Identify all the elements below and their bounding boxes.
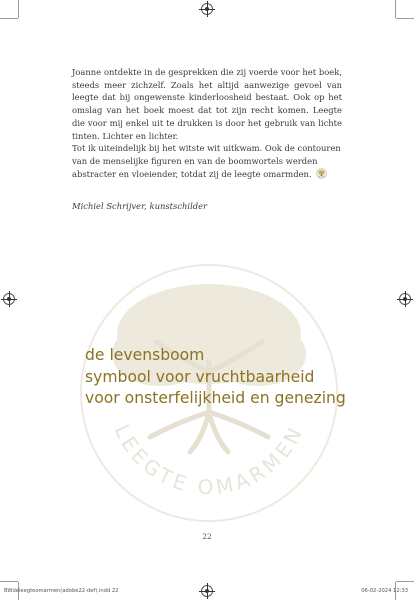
paragraph: Tot ik uiteindelijk bij het witste wit uitkwam. Ook de contouren van de menselijke figuren en van de boomwortels werden abstracter en vloeiender, totdat zij de leegte omarmden. [72, 143, 341, 179]
headings [85, 345, 346, 410]
tree-emblem-icon [316, 168, 327, 179]
slug-file-info: BWdeleegteomarmen(adobe22-def).indd 22 [4, 588, 119, 594]
crop-mark [18, 0, 19, 18]
emblem-arc-text: LEEGTE OMARMEN [109, 420, 309, 500]
crop-mark [396, 581, 414, 582]
heading-line: voor onsterfelijkheid en genezing [85, 389, 346, 407]
registration-mark-icon [201, 585, 213, 597]
crop-mark [0, 581, 18, 582]
paragraph: Joanne ontdekte in de gesprekken die zij voerde voor het boek, steeds meer zichzelf. Zoals het altijd aanwezige gevoel van leegte dat bij ongewenste kinderloosheid bestaat. Ook op het omslag van het boek moest dat tot zijn recht komen. Leegte die voor mij enkel uit te drukken is door het gebruik van lichte tinten. Lichter en lichter. [72, 67, 342, 141]
body-text [72, 66, 342, 180]
crop-mark [395, 0, 396, 18]
registration-mark-icon [3, 293, 15, 305]
page-number: 22 [202, 532, 212, 541]
crop-mark [0, 18, 18, 19]
crop-mark [396, 18, 414, 19]
registration-mark-icon [201, 3, 213, 15]
slug-date-time: 06-02-2024 12:33 [361, 588, 408, 594]
heading-line: symbool voor vruchtbaarheid [85, 367, 315, 386]
registration-mark-icon [399, 293, 411, 305]
heading-line: de levensboom [85, 346, 205, 364]
signature: Michiel Schrijver, kunstschilder [72, 201, 208, 211]
